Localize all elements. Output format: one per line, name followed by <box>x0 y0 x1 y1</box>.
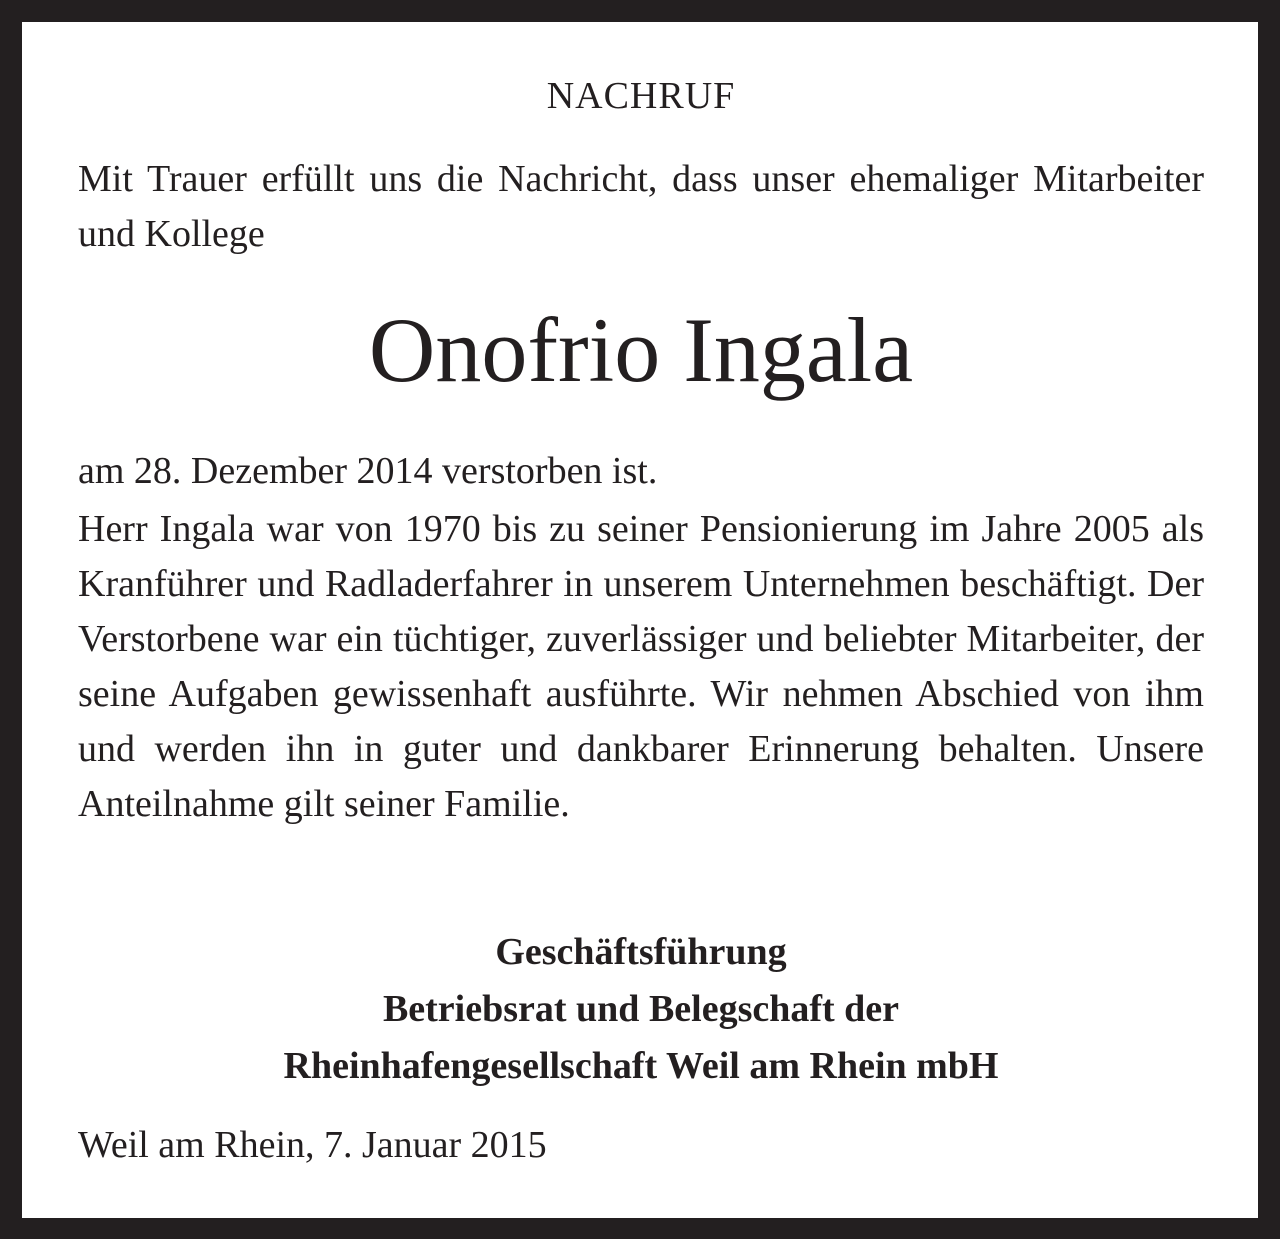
obituary-body: Herr Ingala war von 1970 bis zu seiner Pensionierung im Jahre 2005 als Kranführer und Radladerfahrer in unserem Unternehmen beschäftigt. Der Verstorbene war ein tüchtiger, zuverlässiger und beliebter Mitarbeiter, der seine Aufgaben gewissenhaft ausführte. Wir nehmen Abschied von ihm und werden ihn in guter und dankbarer Erinnerung behalten. Unsere Anteilnahme gilt seiner Familie. <box>78 508 1204 825</box>
death-date-line: am 28. Dezember 2014 verstorben ist. <box>78 450 658 492</box>
place-and-date: Weil am Rhein, 7. Januar 2015 <box>78 1124 547 1166</box>
signer-company: Rheinhafengesellschaft Weil am Rhein mbH <box>283 1045 999 1087</box>
notice-paper <box>22 22 1258 1218</box>
signatories <box>78 924 1204 1095</box>
signer-works-council: Betriebsrat und Belegschaft der <box>382 988 900 1030</box>
signer-management: Geschäftsführung <box>495 931 787 973</box>
deceased-name: Onofrio Ingala <box>368 299 914 401</box>
notice-heading: NACHRUF <box>546 75 736 117</box>
intro-text: Mit Trauer erfüllt uns die Nachricht, dass unser ehemaliger Mitarbeiter und Kollege <box>78 158 1204 255</box>
